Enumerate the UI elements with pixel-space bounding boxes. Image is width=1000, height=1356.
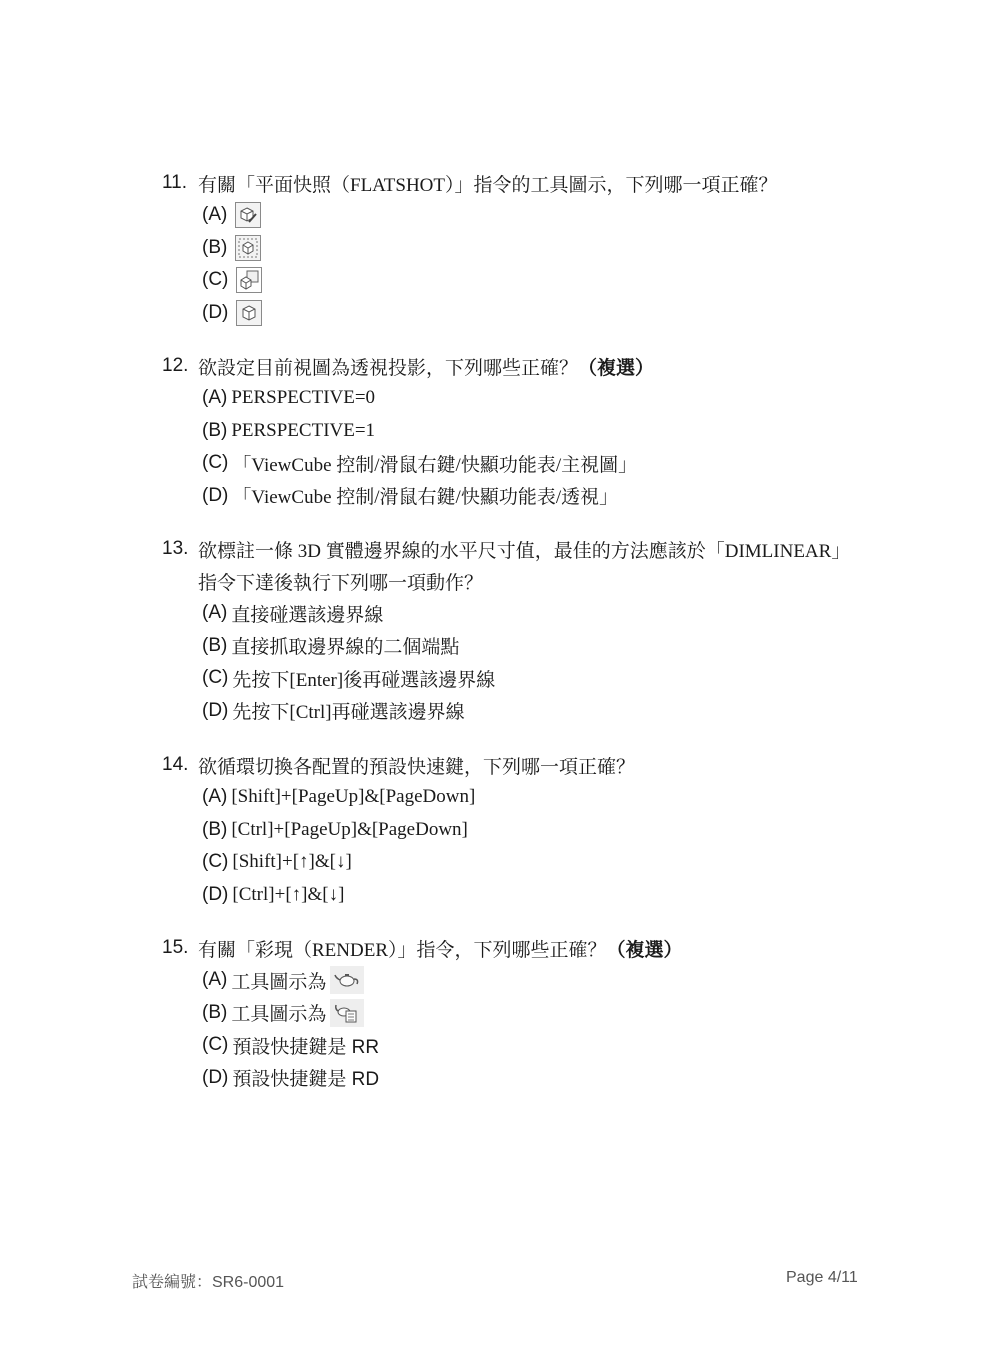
option-label: (D) xyxy=(202,484,229,506)
option-b[interactable] xyxy=(162,232,882,265)
flatshot-cube-pencil-icon xyxy=(235,202,261,228)
footer-exam-id: 試卷編號：SR6-0001 xyxy=(132,1274,285,1291)
option-label: (B) xyxy=(202,419,228,441)
option-text: 先按下[Ctrl]再碰選該邊界線 xyxy=(232,702,465,724)
option-a[interactable] xyxy=(162,597,882,630)
option-c[interactable] xyxy=(162,1029,882,1062)
multi-select-note: （複選） xyxy=(606,939,683,961)
option-b[interactable] xyxy=(162,814,882,847)
option-d[interactable] xyxy=(162,1062,882,1095)
option-d[interactable] xyxy=(162,695,882,728)
option-label: (B) xyxy=(202,818,228,840)
option-text: 「ViewCube 控制/滑鼠右鍵/快顯功能表/透視」 xyxy=(232,487,619,509)
cube-dashed-frame-icon xyxy=(235,235,261,261)
option-text: [Shift]+[PageUp]&[PageDown] xyxy=(231,786,476,808)
option-label: (C) xyxy=(202,667,229,689)
question-12 xyxy=(162,350,882,512)
option-text: PERSPECTIVE=0 xyxy=(231,387,376,409)
teapot-render-icon xyxy=(330,966,364,994)
option-label: (C) xyxy=(202,1034,229,1056)
option-b[interactable] xyxy=(162,997,882,1030)
option-d[interactable] xyxy=(162,879,882,912)
question-text: 欲循環切換各配置的預設快速鍵，下列哪一項正確？ xyxy=(198,756,636,778)
option-text: 直接抓取邊界線的二個端點 xyxy=(231,637,460,659)
question-number: 15. xyxy=(162,937,189,958)
option-text: PERSPECTIVE=1 xyxy=(231,419,376,441)
option-label: (B) xyxy=(202,1001,228,1023)
option-label: (A) xyxy=(202,602,228,624)
option-c[interactable] xyxy=(162,662,882,695)
option-label: (A) xyxy=(202,387,228,409)
option-text: 預設快捷鍵是 RR xyxy=(232,1036,380,1058)
option-label: (A) xyxy=(202,204,228,226)
option-a[interactable] xyxy=(162,199,882,232)
question-11 xyxy=(162,167,882,329)
multi-select-note: （複選） xyxy=(578,357,655,379)
option-label: (B) xyxy=(202,634,228,656)
option-d[interactable] xyxy=(162,480,882,513)
option-text: 直接碰選該邊界線 xyxy=(231,604,384,626)
option-label: (B) xyxy=(202,236,228,258)
option-c[interactable] xyxy=(162,846,882,879)
option-text: [Shift]+[↑]&[↓] xyxy=(232,851,352,873)
option-d[interactable] xyxy=(162,297,882,330)
option-text: 預設快捷鍵是 RD xyxy=(232,1069,380,1091)
cube-hexagon-icon xyxy=(236,300,262,326)
question-text: 有關「彩現（RENDER）」指令，下列哪些正確？ xyxy=(198,939,607,961)
footer-page-number: Page 4/11 xyxy=(786,1269,858,1286)
question-number: 11. xyxy=(162,172,188,193)
option-text: [Ctrl]+[PageUp]&[PageDown] xyxy=(231,818,468,840)
option-label: (C) xyxy=(202,452,229,474)
option-c[interactable] xyxy=(162,264,882,297)
option-b[interactable] xyxy=(162,630,882,663)
option-text: [Ctrl]+[↑]&[↓] xyxy=(232,883,345,905)
option-label: (C) xyxy=(202,269,229,291)
option-b[interactable] xyxy=(162,415,882,448)
question-number: 12. xyxy=(162,355,189,376)
option-text: 工具圖示為 xyxy=(231,1004,327,1026)
teapot-render-region-icon xyxy=(330,999,364,1027)
option-text: 先按下[Enter]後再碰選該邊界線 xyxy=(232,669,496,691)
cube-stacked-planes-icon xyxy=(236,267,262,293)
question-text: 欲標註一條 3D 實體邊界線的水平尺寸值，最佳的方法應該於「DIMLINEAR」 xyxy=(198,540,851,562)
option-text: 「ViewCube 控制/滑鼠右鍵/快顯功能表/主視圖」 xyxy=(232,454,638,476)
option-label: (D) xyxy=(202,1066,229,1088)
option-label: (D) xyxy=(202,699,229,721)
option-c[interactable] xyxy=(162,447,882,480)
option-label: (C) xyxy=(202,851,229,873)
question-15 xyxy=(162,932,882,1094)
question-number: 14. xyxy=(162,754,189,775)
question-text: 欲設定目前視圖為透視投影，下列哪些正確？ xyxy=(198,357,579,379)
option-label: (D) xyxy=(202,883,229,905)
question-14 xyxy=(162,749,882,911)
option-text: 工具圖示為 xyxy=(231,971,327,993)
question-13 xyxy=(162,533,882,727)
option-a[interactable] xyxy=(162,781,882,814)
option-a[interactable] xyxy=(162,964,882,997)
option-label: (A) xyxy=(202,969,228,991)
option-label: (A) xyxy=(202,786,228,808)
question-number: 13. xyxy=(162,538,189,559)
question-text-continued: 指令下達後執行下列哪一項動作？ xyxy=(198,572,484,594)
question-text: 有關「平面快照（FLATSHOT）」指令的工具圖示，下列哪一項正確？ xyxy=(198,174,778,196)
option-label: (D) xyxy=(202,301,229,323)
option-a[interactable] xyxy=(162,382,882,415)
